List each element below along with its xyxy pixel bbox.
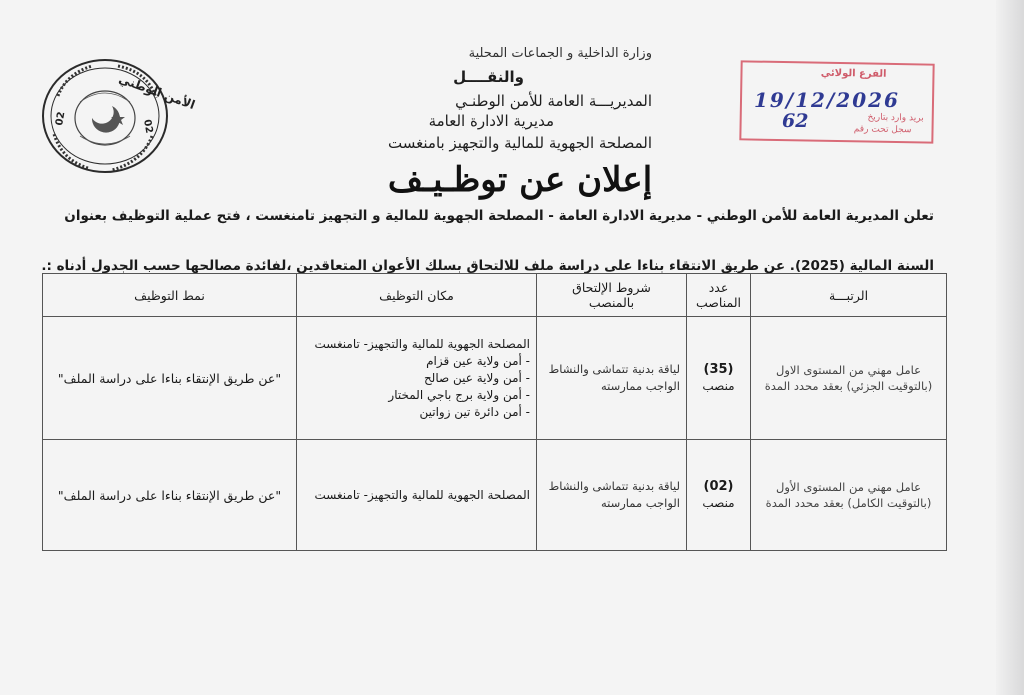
- rank-line-2: (بالتوقيت الكامل) بعقد محدد المدة: [765, 496, 932, 510]
- stamp-register-label: سجل تحت رقم: [853, 124, 912, 136]
- header-conditions: [537, 274, 687, 317]
- rank-line-2: (بالتوقيت الجزئي) بعقد محدد المدة: [764, 379, 933, 393]
- list-item: - أمن دائرة تين زواتين: [419, 404, 530, 419]
- rank-cell: [751, 440, 947, 551]
- list-item: المصلحة الجهوية للمالية والتجهيز- تامنغست: [314, 487, 530, 502]
- header-mode: نمط التوظيف: [43, 274, 297, 317]
- positions-count: (35): [703, 362, 734, 377]
- condition-line-1: لياقة بدنية تتماشى والنشاط: [548, 479, 680, 493]
- page-title: إعلان عن توظـيـف: [387, 160, 653, 200]
- handwritten-register-number: 62: [782, 110, 809, 132]
- positions-unit: منصب: [702, 379, 735, 393]
- intro-line-2: السنة المالية (2025). عن طريق الانتقاء بناءا على دراسة ملف للالتحاق بسلك الأعوان المتعاقدين ،لفائدة مصالحها حسب الجدول أدناه :.: [41, 258, 934, 274]
- mode-cell: "عن طريق الإنتقاء بناءا على دراسة الملف": [43, 317, 297, 440]
- directorate-general-line: المديريـــة العامة للأمن الوطنـي: [455, 92, 652, 110]
- rank-line-1: عامل مهني من المستوى الأول: [776, 480, 921, 494]
- table-row: [43, 317, 947, 440]
- list-item: المصلحة الجهوية للمالية والتجهيز- تامنغست: [314, 336, 530, 351]
- header-count-line2: المناصب: [696, 295, 741, 310]
- ministry-line: وزارة الداخلية و الجماعات المحلية: [468, 46, 652, 61]
- list-item: - أمن ولاية برج باجي المختار: [388, 387, 530, 402]
- regional-service-line: المصلحة الجهوية للمالية والتجهيز بامنغست: [388, 134, 652, 152]
- header-count: [687, 274, 751, 317]
- header-place: مكان التوظيف: [297, 274, 537, 317]
- list-item: - أمن ولاية عين قزام: [426, 353, 530, 368]
- header-conditions-line1: شروط الإلتحاق: [572, 280, 651, 295]
- table-header-row: [43, 274, 947, 317]
- ministry-line-transport: والنقــــل: [453, 68, 524, 86]
- positions-unit: منصب: [702, 496, 735, 510]
- conditions-cell: [537, 440, 687, 551]
- seal-top-text: الأمن الوطني: [116, 71, 197, 113]
- mode-cell: "عن طريق الإنتقاء بناءا على دراسة الملف": [43, 440, 297, 551]
- condition-line-2: الواجب ممارسته: [600, 379, 680, 393]
- header-conditions-line2: بالمنصب: [588, 295, 635, 310]
- handwritten-date: 19/12/2026: [754, 88, 900, 112]
- stamp-received-date-label: بريد وارد بتاريخ: [867, 112, 924, 124]
- official-seal-icon: [40, 56, 197, 176]
- conditions-cell: [537, 317, 687, 440]
- positions-count: (02): [703, 479, 734, 494]
- header-count-line1: عدد: [708, 280, 729, 295]
- condition-line-2: الواجب ممارسته: [600, 496, 680, 510]
- table-row: [43, 440, 947, 551]
- seal-number-left: 02: [54, 110, 68, 127]
- page-edge-shadow: [996, 0, 1024, 695]
- count-cell: [687, 440, 751, 551]
- seal-number-right: 02: [141, 118, 155, 135]
- place-cell: [297, 317, 537, 440]
- count-cell: [687, 317, 751, 440]
- condition-line-1: لياقة بدنية تتماشى والنشاط: [548, 362, 680, 376]
- place-list: [303, 336, 530, 421]
- place-cell: [297, 440, 537, 551]
- place-list: [303, 487, 530, 504]
- recruitment-table: [42, 273, 947, 551]
- rank-line-1: عامل مهني من المستوى الاول: [776, 363, 921, 377]
- administration-directorate-line: مديرية الادارة العامة: [428, 112, 554, 130]
- intro-line-1: تعلن المديرية العامة للأمن الوطني - مديرية الادارة العامة - المصلحة الجهوية للمالية و التجهيز تامنغست ، فتح عملية التوظيف بعنوان: [64, 208, 934, 224]
- rank-cell: [751, 317, 947, 440]
- stamp-title: الفرع الولائي: [820, 67, 887, 80]
- list-item: - أمن ولاية عين صالح: [423, 370, 530, 385]
- header-rank: الرتبـــة: [751, 274, 947, 317]
